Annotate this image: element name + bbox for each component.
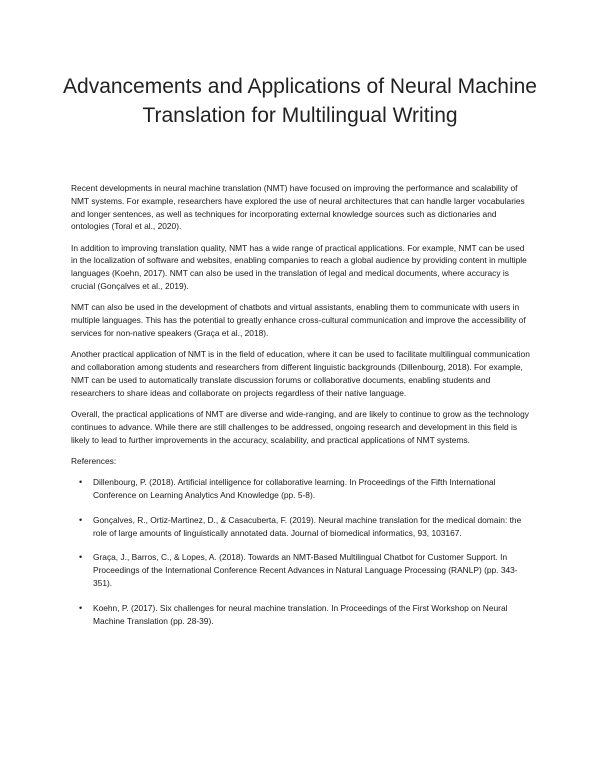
paragraph: NMT can also be used in the development of chatbots and virtual assistants, enabling them to communicate with users in multiple languages. This has the potential to greatly enhance cross-cultural communication and improve the accessibility of services for non-native speakers (Graça et al., 2018). (71, 302, 526, 338)
reference-item (79, 476, 533, 502)
reference-text: Koehn, P. (2017). Six challenges for neural machine translation. In Proceedings of the First Workshop on Neural Machine Translation (pp. 28-39). (93, 602, 508, 626)
reference-text: Graça, J., Barros, C., & Lopes, A. (2018). Towards an NMT-Based Multilingual Chatbot for Customer Support. In Proceedings of the International Conference Recent Advances in Natural Language Processing (RANLP) (pp. 343-351). (93, 552, 518, 588)
paragraph: Another practical application of NMT is in the field of education, where it can be used to facilitate multilingual communication and collaboration among students and researchers from different linguistic backgrounds (Dillenbourg, 2018). For example, NMT can be used to automatically translate discussion forums or collaborative documents, enabling students and researchers to share ideas and collaborate on projects regardless of their native language. (71, 349, 530, 398)
reference-text: Dillenbourg, P. (2018). Artificial intelligence for collaborative learning. In Proceedings of the Fifth International Conference on Learning Analytics And Knowledge (pp. 5-8). (93, 477, 496, 500)
paragraph: Overall, the practical applications of NMT are diverse and wide-ranging, and are likely to continue to grow as the technology continues to advance. While there are still challenges to be addressed, ongoing research and development in this field is likely to lead to further improvements in the accuracy, scalability, and practical applications of NMT systems. (71, 408, 529, 445)
references-heading: References: (71, 455, 117, 466)
document-title: Advancements and Applications of Neural Machine Translation for Multilingual Writing (63, 75, 537, 127)
reference-item (79, 514, 533, 540)
bullet-icon: • (79, 477, 83, 488)
paragraph: Recent developments in neural machine translation (NMT) have focused on improving the performance and scalability of NMT systems. For example, researchers have explored the use of neural architectures that can handle larger vocabularies and longer sentences, as well as techniques for incorporating external knowledge sources such as dictionaries and ontologies (Toral et al., 2020). (71, 183, 525, 232)
bullet-icon: • (79, 514, 83, 525)
bullet-icon: • (79, 552, 83, 563)
document-body (71, 182, 533, 639)
references-list (71, 476, 533, 627)
paragraph: In addition to improving translation quality, NMT has a wide range of practical applications. For example, NMT can be used in the localization of software and websites, enabling companies to reach a global audience by providing content in multiple languages (Koehn, 2017). NMT can also be used in the translation of legal and medical documents, where accuracy is crucial (Gonçalves et al., 2019). (71, 242, 527, 292)
reference-text: Gonçalves, R., Ortiz-Martinez, D., & Casacuberta, F. (2019). Neural machine translation for the medical domain: the role of large amounts of linguistically annotated data. Journal of biomedical informatics, 93, 103167. (93, 514, 522, 538)
reference-item (79, 602, 533, 628)
reference-item (79, 551, 533, 589)
bullet-icon: • (79, 602, 83, 613)
